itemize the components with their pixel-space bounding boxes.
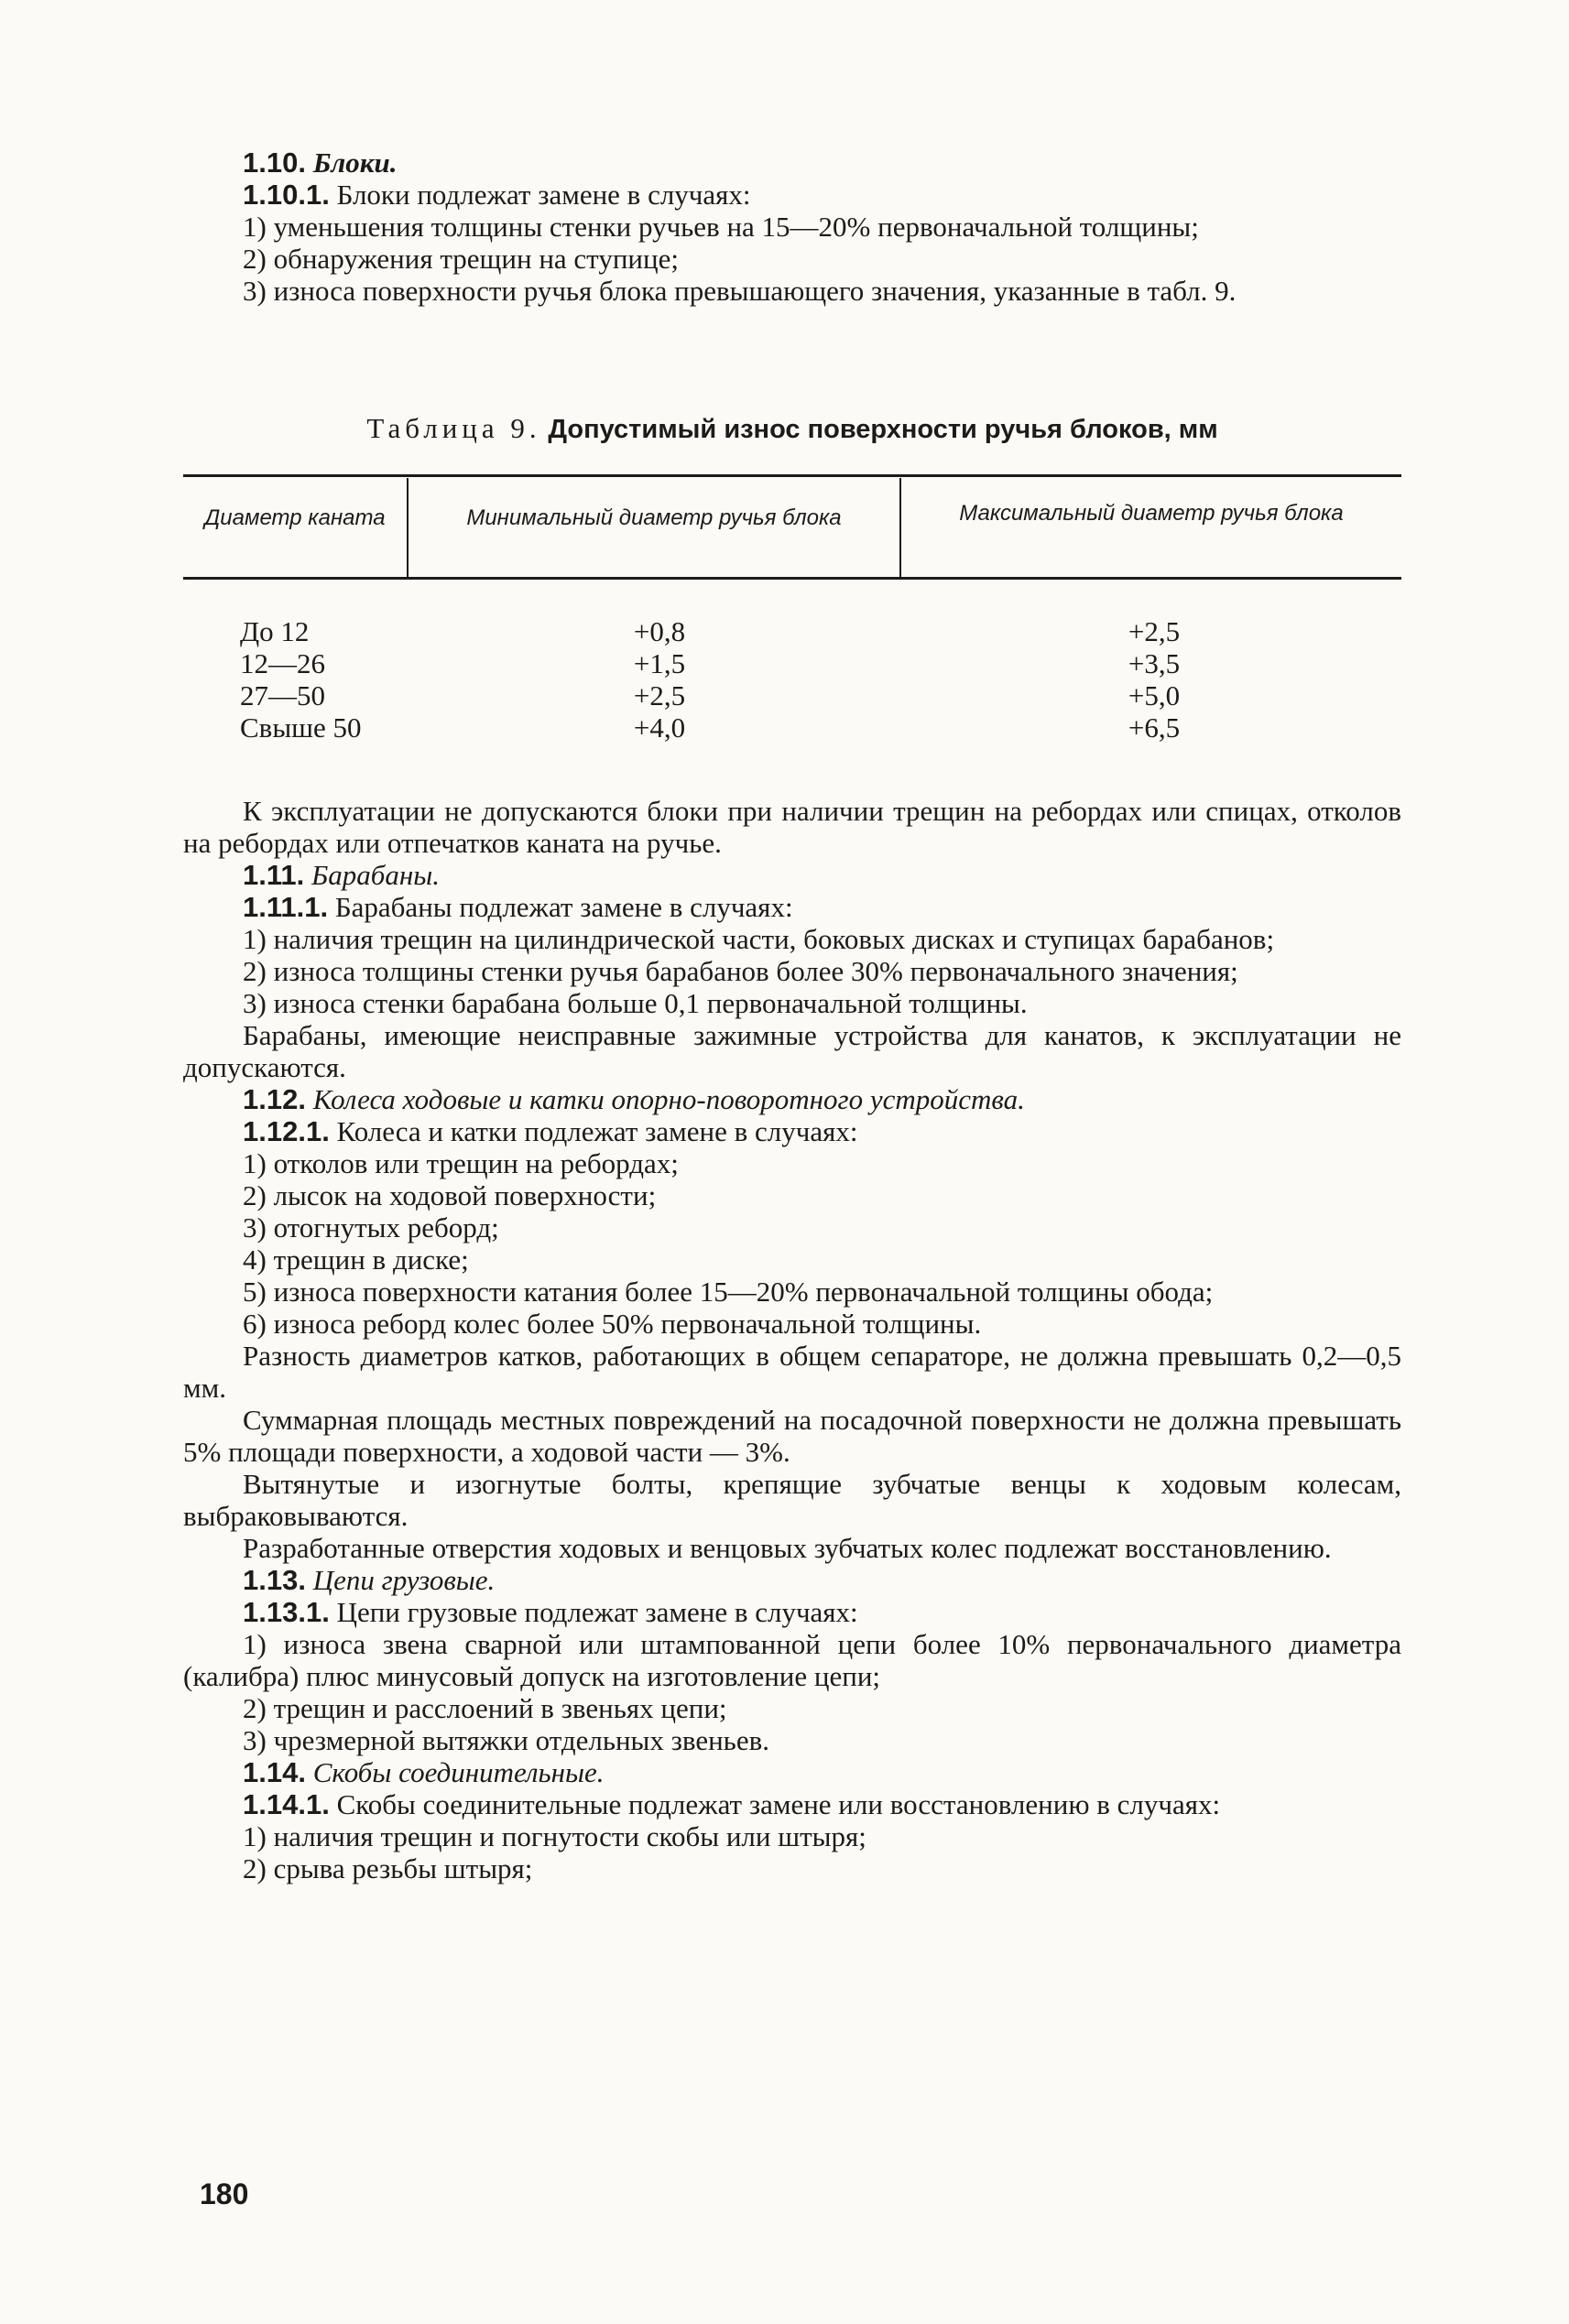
paragraph: Барабаны, имеющие неисправные зажимные устройства для канатов, к эксплуатации не допускаются. xyxy=(183,1019,1401,1083)
section-number: 1.13. xyxy=(243,1564,306,1596)
table-title: Допустимый износ поверхности ручья блоков, мм xyxy=(548,415,1218,444)
table-cell: +4,0 xyxy=(633,711,686,744)
section-title: Блоки. xyxy=(312,147,398,179)
list-item: 1) износа звена сварной или штампованной цепи более 10% первоначального диаметра (калибра) плюс минусовый допуск на изготовление цепи; xyxy=(183,1628,1401,1692)
subsection-line xyxy=(183,1596,1401,1628)
subsection-line xyxy=(183,1788,1401,1820)
section-heading xyxy=(183,1083,1401,1115)
subsection-text: Блоки подлежат замене в случаях: xyxy=(336,179,751,211)
list-item: 3) износа поверхности ручья блока превышающего значения, указанные в табл. 9. xyxy=(243,275,1237,307)
table-cell: +3,5 xyxy=(1128,647,1181,679)
section-number: 1.12. xyxy=(243,1083,306,1115)
subsection-text: Барабаны подлежат замене в случаях: xyxy=(334,891,793,923)
list-item: 2) обнаружения трещин на ступице; xyxy=(243,243,679,275)
section-number: 1.14. xyxy=(243,1756,306,1788)
table-cell: Свыше 50 xyxy=(240,711,362,744)
list-item: 1) отколов или трещин на ребордах; xyxy=(243,1147,679,1179)
paragraph: Разработанные отверстия ходовых и венцовых зубчатых колес подлежат восстановлению. xyxy=(243,1532,1332,1564)
subsection-number: 1.13.1. xyxy=(243,1596,330,1628)
table-header-cell: Минимальный диаметр ручья блока xyxy=(466,505,842,530)
list-item: 6) износа реборд колес более 50% первоначальной толщины. xyxy=(243,1308,982,1340)
subsection-number: 1.11.1. xyxy=(243,891,329,923)
page-number: 180 xyxy=(200,2177,249,2210)
table-cell: +2,5 xyxy=(1128,615,1181,647)
subsection-text: Скобы соединительные подлежат замене или восстановлению в случаях: xyxy=(336,1788,1221,1820)
paragraph: Вытянутые и изогнутые болты, крепящие зубчатые венцы к ходовым колесам, выбраковываются. xyxy=(183,1468,1401,1532)
table-column-divider xyxy=(899,478,901,577)
section-title: Скобы соединительные. xyxy=(312,1756,605,1788)
subsection-number: 1.14.1. xyxy=(243,1788,330,1820)
list-item: 1) уменьшения толщины стенки ручьев на 15—20% первоначальной толщины; xyxy=(243,211,1199,243)
section-heading xyxy=(183,1756,1401,1788)
table-cell: +2,5 xyxy=(633,679,686,711)
table-cell: 27—50 xyxy=(240,679,325,711)
list-item: 2) лысок на ходовой поверхности; xyxy=(243,1179,657,1211)
table-cell: 12—26 xyxy=(240,647,325,679)
subsection-text: Колеса и катки подлежат замене в случаях: xyxy=(336,1115,858,1147)
list-item: 5) износа поверхности катания более 15—20% первоначальной толщины обода; xyxy=(243,1276,1214,1308)
section-blocks xyxy=(183,147,1401,307)
table-cell: +6,5 xyxy=(1128,711,1181,744)
subsection-line xyxy=(183,179,1401,211)
list-item: 1) наличия трещин и погнутости скобы или штыря; xyxy=(243,1820,866,1852)
subsection-number: 1.10.1. xyxy=(243,179,330,211)
section-heading xyxy=(183,1564,1401,1596)
table-top-rule xyxy=(183,474,1401,477)
section-number: 1.11. xyxy=(243,859,305,891)
main-text xyxy=(183,795,1401,1884)
subsection-text: Цепи грузовые подлежат замене в случаях: xyxy=(336,1596,858,1628)
table-cell: +1,5 xyxy=(633,647,686,679)
paragraph: Разность диаметров катков, работающих в общем сепараторе, не должна превышать 0,2—0,5 мм. xyxy=(183,1340,1401,1404)
table-cell: +5,0 xyxy=(1128,679,1181,711)
paragraph: К эксплуатации не допускаются блоки при наличии трещин на ребордах или спицах, отколов на ребордах или отпечатков каната на ручье. xyxy=(183,795,1401,859)
table-header-rule xyxy=(183,577,1401,580)
list-item: 4) трещин в диске; xyxy=(243,1243,469,1276)
section-title: Цепи грузовые. xyxy=(312,1564,496,1596)
section-title: Барабаны. xyxy=(311,859,440,891)
section-heading xyxy=(183,147,1401,179)
table-label: Таблица 9. xyxy=(366,412,541,444)
list-item: 2) износа толщины стенки ручья барабанов более 30% первоначального значения; xyxy=(243,955,1238,987)
list-item: 3) чрезмерной вытяжки отдельных звеньев. xyxy=(243,1724,769,1756)
section-number: 1.10. xyxy=(243,147,306,179)
subsection-line xyxy=(183,1115,1401,1147)
table-cell: +0,8 xyxy=(633,615,686,647)
subsection-number: 1.12.1. xyxy=(243,1115,330,1147)
table-cell: До 12 xyxy=(240,615,310,647)
table-header-cell: Максимальный диаметр ручья блока xyxy=(959,501,1344,526)
list-item: 3) износа стенки барабана больше 0,1 первоначальной толщины. xyxy=(243,987,1028,1019)
section-heading xyxy=(183,859,1401,891)
section-title: Колеса ходовые и катки опорно-поворотного устройства. xyxy=(312,1083,1025,1115)
table-header-cell: Диаметр каната xyxy=(204,505,386,530)
paragraph: Суммарная площадь местных повреждений на посадочной поверхности не должна превышать 5% площади поверхности, а ходовой части — 3%. xyxy=(183,1404,1401,1468)
list-item: 3) отогнутых реборд; xyxy=(243,1211,499,1243)
list-item: 2) срыва резьбы штыря; xyxy=(243,1852,533,1884)
list-item: 2) трещин и расслоений в звеньях цепи; xyxy=(243,1692,727,1724)
table-caption xyxy=(183,412,1401,446)
subsection-line xyxy=(183,891,1401,923)
list-item: 1) наличия трещин на цилиндрической части, боковых дисках и ступицах барабанов; xyxy=(243,923,1275,955)
